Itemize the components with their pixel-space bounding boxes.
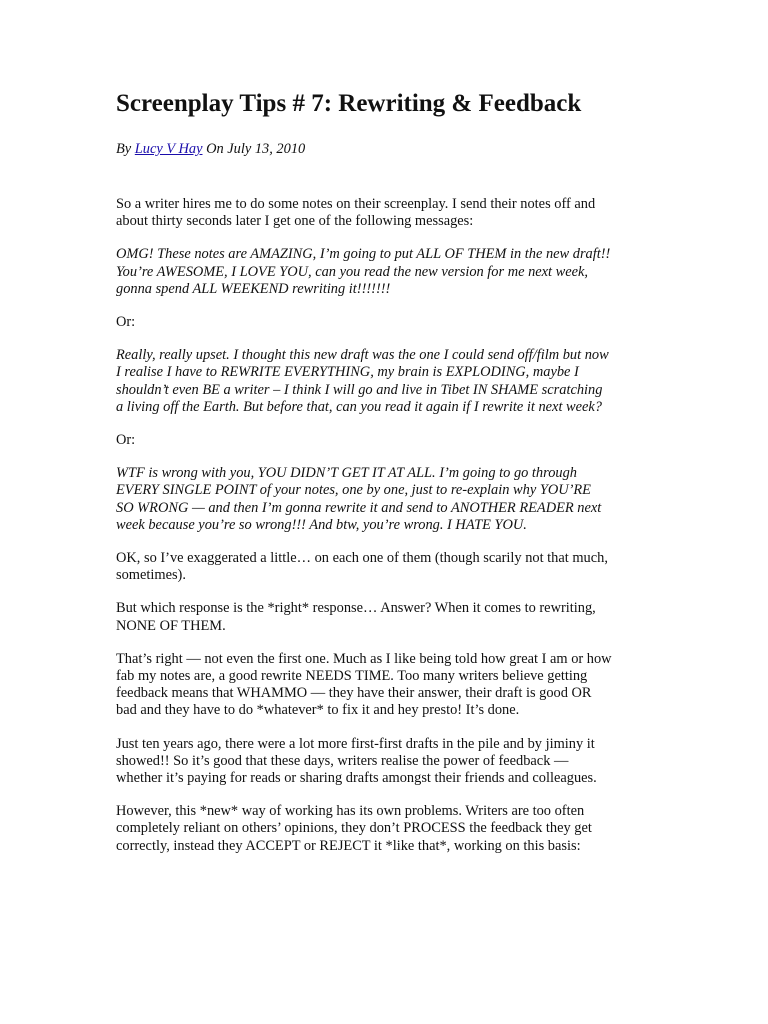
document-page bbox=[116, 88, 656, 871]
paragraph-exaggerated: OK, so I’ve exaggerated a little… on each one of them (though scarily not that much, sometimes). bbox=[116, 550, 608, 584]
paragraph-ten-years: Just ten years ago, there were a lot more first-first drafts in the pile and by jiminy it showed!! So it’s good that these days, writers realise the power of feedback — whether it’s paying for reads or sharing drafts amongst their friends and colleagues. bbox=[116, 735, 597, 787]
paragraph-however: However, this *new* way of working has its own problems. Writers are too often completely reliant on others’ opinions, they don’t PROCESS the feedback they get correctly, instead they ACCEPT or REJECT it *like that*, working on this basis: bbox=[116, 803, 592, 854]
paragraph-or-2: Or: bbox=[116, 432, 136, 449]
quote-message-2: Really, really upset. I thought this new draft was the one I could send off/film but now I realise I have to REWRITE EVERYTHING, my brain is EXPLODING, maybe I shouldn’t even BE a writer – I think I will go and live in Tibet IN SHAME scratching a living off the Earth. But before that, can you read it again if I rewrite it next week? bbox=[116, 347, 609, 415]
byline bbox=[116, 139, 656, 159]
paragraph-right-response: But which response is the *right* response… Answer? When it comes to rewriting, NONE OF THEM. bbox=[116, 600, 596, 634]
article-title: Screenplay Tips # 7: Rewriting & Feedback bbox=[116, 90, 582, 117]
paragraph-thats-right: That’s right — not even the first one. Much as I like being told how great I am or how fab my notes are, a good rewrite NEEDS TIME. Too many writers believe getting feedback means that WHAMMO — they have their answer, their draft is good OR bad and they have to do *whatever* to fix it and hey presto! It’s done. bbox=[116, 650, 612, 719]
paragraph-or-1: Or: bbox=[116, 314, 136, 331]
article-body bbox=[116, 196, 656, 855]
byline-prefix: By bbox=[116, 141, 132, 157]
quote-message-1: OMG! These notes are AMAZING, I’m going to put ALL OF THEM in the new draft!! You’re AWESOME, I LOVE YOU, can you read the new version for me next week, gonna spend ALL WEEKEND rewriting it!!!!!!! bbox=[116, 246, 611, 297]
paragraph-intro: So a writer hires me to do some notes on their screenplay. I send their notes off and about thirty seconds later I get one of the following messages: bbox=[116, 196, 596, 230]
quote-message-3: WTF is wrong with you, YOU DIDN’T GET IT AT ALL. I’m going to go through EVERY SINGLE POINT of your notes, one by one, just to re-explain why YOU’RE SO WRONG — and then I’m gonna rewrite it and send to ANOTHER READER next week because you’re so wrong!!! And btw, you’re wrong. I HATE YOU. bbox=[116, 465, 602, 533]
byline-date: On July 13, 2010 bbox=[206, 141, 306, 157]
author-link[interactable]: Lucy V Hay bbox=[134, 141, 203, 157]
